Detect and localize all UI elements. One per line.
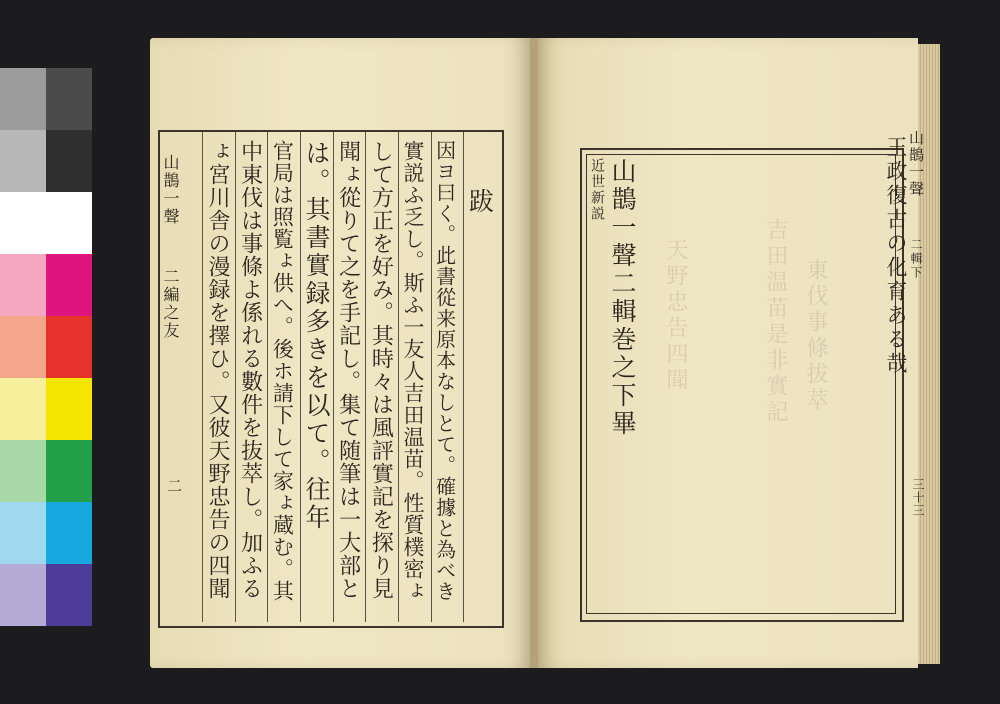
- column-rule: [267, 132, 268, 622]
- color-patch: [46, 254, 92, 316]
- text-column: ょ宮川舎の漫録を擇ひ。又彼天野忠告の四聞: [205, 140, 230, 600]
- right-folio: 三十三: [911, 478, 925, 517]
- column-rule: [365, 132, 366, 622]
- book-gutter: [530, 38, 538, 668]
- color-patch: [0, 564, 46, 626]
- bleed-through-2: 東伐事條拔萃: [803, 258, 828, 414]
- text-column: 跋: [465, 188, 495, 216]
- color-patch: [0, 68, 46, 130]
- fore-edge-title: 山鵲一聲: [907, 130, 925, 198]
- color-patch: [0, 440, 46, 502]
- color-patch: [0, 254, 46, 316]
- color-patch: [46, 378, 92, 440]
- column-rule: [431, 132, 432, 622]
- color-patch: [0, 378, 46, 440]
- color-patch: [46, 192, 92, 254]
- color-patch: [46, 440, 92, 502]
- color-patch: [0, 192, 46, 254]
- margin-volume: 二編之友: [161, 268, 180, 340]
- text-column: 因ヨ曰く。此書從来原本なしとて。確據と為べき: [432, 140, 457, 602]
- closing-line: 山鵲一聲二輯巻之下畢: [608, 158, 637, 438]
- color-patch: [0, 130, 46, 192]
- text-column: 實説ふ乏し。斯ふ一友人吉田温苗。性質樸密ょ: [401, 140, 425, 602]
- bleed-through-1: 吉田温苗是非實記: [763, 218, 788, 426]
- text-column: して方正を好み。其時々は風評實記を探り見: [368, 140, 394, 600]
- open-book: [140, 38, 940, 680]
- text-column: 中東伐は事條よ係れる數件を抜萃し。加ふる: [237, 140, 263, 600]
- margin-title: 山鵲一聲: [161, 154, 180, 226]
- left-folio: 二: [165, 478, 183, 494]
- column-rule: [235, 132, 236, 622]
- text-column: 聞ょ從りて之を手記し。集て随筆は一大部と: [335, 140, 361, 600]
- right-header: 王政復古の化育ある哉: [884, 136, 908, 376]
- column-rule: [202, 132, 203, 622]
- text-column: 官局は照覧ょ供へ。後ホ請下して家ょ蔵む。其: [270, 140, 295, 602]
- color-patch: [0, 316, 46, 378]
- fore-edge-volume: 二輯下: [909, 238, 923, 280]
- column-rule: [463, 132, 464, 622]
- text-column: は。其書實録多きを以て。往年: [302, 140, 331, 532]
- color-patch: [0, 502, 46, 564]
- column-rule: [398, 132, 399, 622]
- color-patch: [46, 68, 92, 130]
- color-checker-chart: [0, 68, 92, 628]
- color-patch: [46, 130, 92, 192]
- column-rule: [300, 132, 301, 622]
- column-rule: [333, 132, 334, 622]
- color-patch: [46, 564, 92, 626]
- color-patch: [46, 316, 92, 378]
- color-patch: [46, 502, 92, 564]
- bleed-through-3: 天野忠告四聞: [663, 238, 688, 394]
- series-label: 近世新説: [589, 158, 605, 222]
